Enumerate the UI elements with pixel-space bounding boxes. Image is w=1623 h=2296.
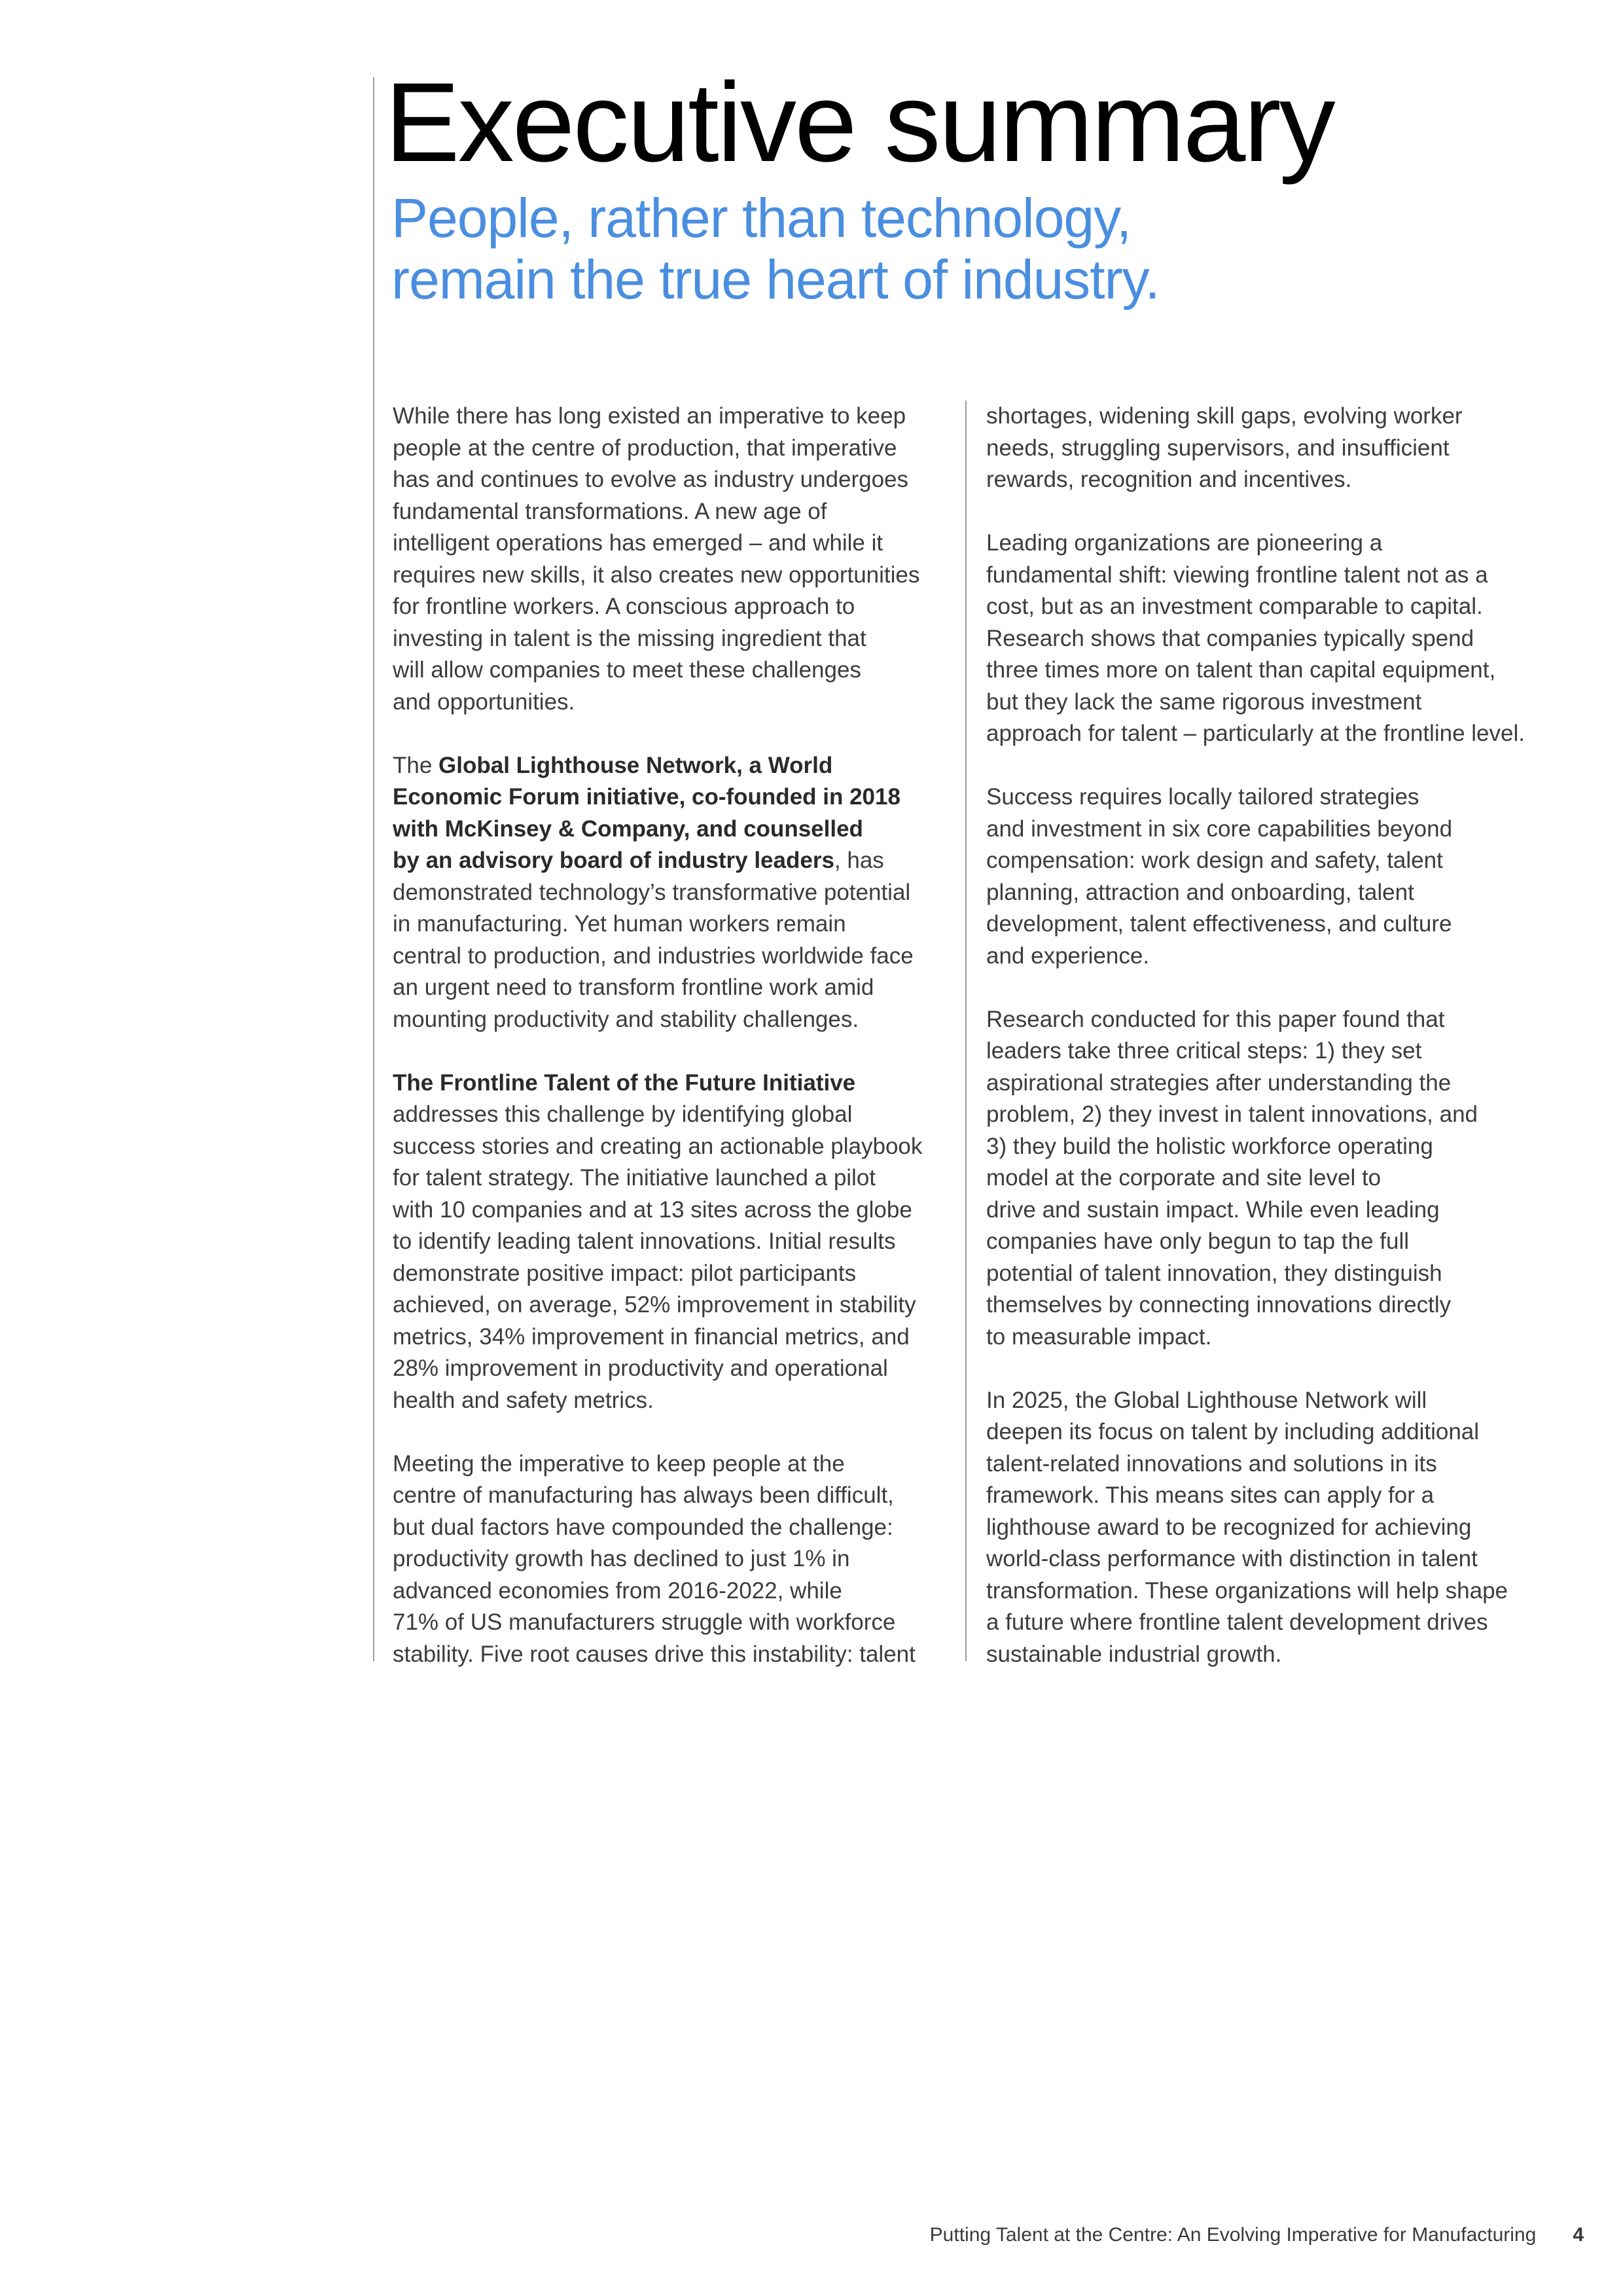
text-line: Research shows that companies typically spend <box>986 625 1474 651</box>
text-line: potential of talent innovation, they distinguish <box>986 1260 1442 1286</box>
text-prefix: The <box>393 752 439 778</box>
paragraph-intro <box>393 401 955 718</box>
text-line: While there has long existed an imperative to keep <box>393 403 906 429</box>
text-line: demonstrate positive impact: pilot participants <box>393 1260 857 1286</box>
text-line: themselves by connecting innovations directly <box>986 1292 1452 1318</box>
bold-text: Economic Forum initiative, co-founded in 2018 <box>393 784 901 810</box>
text-line: metrics, 34% improvement in financial metrics, and <box>393 1323 910 1350</box>
paragraph-core-capabilities <box>986 781 1569 972</box>
text-line: and experience. <box>986 942 1150 969</box>
text-line: sustainable industrial growth. <box>986 1641 1282 1667</box>
text-line: for frontline workers. A conscious approach to <box>393 594 855 619</box>
text-line: 71% of US manufacturers struggle with workforce <box>393 1609 896 1635</box>
text-line <box>393 781 955 814</box>
text-line: fundamental transformations. A new age of <box>393 498 827 524</box>
text-line: 28% improvement in productivity and operational <box>393 1355 888 1381</box>
text-line: framework. This means sites can apply for a <box>986 1482 1435 1508</box>
bold-text: with McKinsey & Company, and counselled <box>393 816 863 842</box>
text-line: intelligent operations has emerged – and while it <box>393 530 883 556</box>
vertical-rule-left <box>373 77 374 1661</box>
bold-text: Global Lighthouse Network, a World <box>438 752 833 778</box>
text-line: approach for talent – particularly at the frontline level. <box>986 721 1525 746</box>
text-line: and opportunities. <box>393 689 575 715</box>
paragraph-imperative-challenges <box>393 1448 955 1671</box>
page-number: 4 <box>1573 2224 1584 2246</box>
text-line: needs, struggling supervisors, and insufficient <box>986 435 1450 461</box>
text-line: achieved, on average, 52% improvement in stability <box>393 1292 916 1318</box>
text-line <box>393 1067 955 1100</box>
paragraph-frontline-talent-initiative <box>393 1067 955 1417</box>
text-line: to identify leading talent innovations. Initial results <box>393 1229 896 1254</box>
text-line: compensation: work design and safety, talent <box>986 848 1443 873</box>
page-footer <box>930 2224 1584 2246</box>
text-line: companies have only begun to tap the full <box>986 1229 1409 1254</box>
text-line: talent-related innovations and solutions in its <box>986 1450 1437 1477</box>
column-divider-rule <box>965 401 967 1661</box>
left-column <box>393 401 955 1702</box>
text-line: demonstrated technology’s transformative potential <box>393 879 911 905</box>
text-line: aspirational strategies after understanding the <box>986 1069 1452 1096</box>
paragraph-2025-outlook <box>986 1385 1569 1671</box>
text-line: addresses this challenge by identifying global <box>393 1102 853 1127</box>
text-line: productivity growth has declined to just 1% in <box>393 1546 850 1571</box>
text-line: rewards, recognition and incentives. <box>986 467 1352 492</box>
text-line: world-class performance with distinction in talent <box>986 1546 1478 1571</box>
text-line: centre of manufacturing has always been difficult, <box>393 1482 894 1508</box>
right-column <box>986 401 1569 1702</box>
text-line: but they lack the same rigorous investment <box>986 689 1422 715</box>
text-line: Meeting the imperative to keep people at the <box>393 1450 845 1477</box>
text-line: Leading organizations are pioneering a <box>986 530 1383 556</box>
text-line: lighthouse award to be recognized for achieving <box>986 1514 1472 1540</box>
text-line: a future where frontline talent development drives <box>986 1609 1488 1635</box>
page-subtitle <box>391 187 1160 310</box>
text-line: fundamental shift: viewing frontline talent not as a <box>986 562 1488 588</box>
text-line: deepen its focus on talent by including additional <box>986 1419 1480 1444</box>
text-line: leaders take three critical steps: 1) they set <box>986 1038 1422 1064</box>
text-line: transformation. These organizations will help shape <box>986 1577 1508 1604</box>
paragraph-critical-steps <box>986 1004 1569 1354</box>
paragraph-leading-organizations <box>986 528 1569 750</box>
text-line: shortages, widening skill gaps, evolving worker <box>986 403 1463 429</box>
footer-document-title: Putting Talent at the Centre: An Evolving Imperative for Manufacturing <box>929 2224 1537 2246</box>
bold-text: by an advisory board of industry leaders <box>393 848 834 873</box>
text-line: for talent strategy. The initiative launched a pilot <box>393 1165 876 1191</box>
text-line: but dual factors have compounded the challenge: <box>393 1514 893 1540</box>
text-line: will allow companies to meet these challenges <box>393 657 861 683</box>
text-line: health and safety metrics. <box>393 1387 654 1413</box>
text-line: problem, 2) they invest in talent innovations, and <box>986 1102 1478 1127</box>
bold-text: The Frontline Talent of the Future Initiative <box>393 1069 856 1096</box>
text-line: stability. Five root causes drive this instability: talent <box>393 1641 916 1667</box>
paragraph-root-causes <box>986 401 1569 496</box>
text-line: mounting productivity and stability challenges. <box>393 1006 859 1032</box>
text-line: advanced economies from 2016-2022, while <box>393 1577 842 1604</box>
text-line: and investment in six core capabilities beyond <box>986 816 1453 842</box>
text-line: people at the centre of production, that imperative <box>393 435 897 461</box>
text-line <box>393 814 955 846</box>
text-line: to measurable impact. <box>986 1323 1212 1350</box>
page-title: Executive summary <box>385 60 1334 185</box>
text-line: investing in talent is the missing ingredient that <box>393 625 866 651</box>
text-line: requires new skills, it also creates new opportunities <box>393 562 920 588</box>
text-line: In 2025, the Global Lighthouse Network will <box>986 1387 1427 1413</box>
text-line: development, talent effectiveness, and culture <box>986 911 1452 937</box>
text-line: Success requires locally tailored strategies <box>986 784 1419 810</box>
text-line: central to production, and industries worldwide face <box>393 942 914 969</box>
subtitle-line: remain the true heart of industry. <box>391 249 1160 310</box>
text-suffix: , has <box>834 848 884 873</box>
paragraph-global-lighthouse-network <box>393 750 955 1036</box>
text-line: planning, attraction and onboarding, talent <box>986 879 1414 905</box>
text-line: model at the corporate and site level to <box>986 1165 1382 1191</box>
text-line: in manufacturing. Yet human workers remain <box>393 911 846 937</box>
text-line <box>393 845 955 877</box>
text-line: drive and sustain impact. While even leading <box>986 1196 1440 1223</box>
text-line <box>393 750 955 782</box>
subtitle-line: People, rather than technology, <box>391 187 1132 249</box>
text-line: has and continues to evolve as industry undergoes <box>393 467 909 492</box>
text-line: Research conducted for this paper found that <box>986 1006 1445 1032</box>
text-line: cost, but as an investment comparable to capital. <box>986 594 1483 619</box>
text-line: three times more on talent than capital equipment, <box>986 657 1496 683</box>
text-line: an urgent need to transform frontline work amid <box>393 975 874 1000</box>
text-line: success stories and creating an actionable playbook <box>393 1133 923 1159</box>
text-line: 3) they build the holistic workforce operating <box>986 1133 1433 1159</box>
text-line: with 10 companies and at 13 sites across the globe <box>393 1196 912 1223</box>
